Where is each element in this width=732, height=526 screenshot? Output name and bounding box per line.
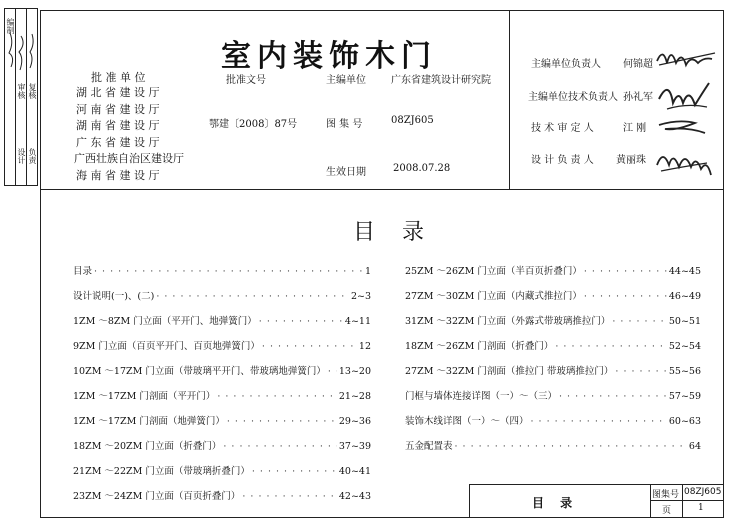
toc-entry-title: 9ZM 门立面（百页平开门、百页地弹簧门）	[73, 341, 260, 352]
toc-entry-title: 五金配置表	[405, 441, 453, 452]
toc-entry-title: 装饰木线详图（一）～（四）	[405, 416, 529, 427]
toc-entry-title: 27ZM ～32ZM 门剖面（推拉门 带玻璃推拉门）	[405, 366, 614, 377]
toc-entry-page: 40~41	[338, 466, 371, 477]
name-chief-unit: 何锦超	[623, 59, 653, 70]
toc-entry[interactable]	[405, 363, 701, 377]
atlas-label: 图 集 号	[326, 119, 363, 130]
approval-org-header: 主编单位	[326, 75, 366, 86]
toc-entry[interactable]	[73, 438, 371, 452]
toc-entry-title: 18ZM ～20ZM 门立面（折叠门）	[73, 441, 222, 452]
role-reviewer: 技 术 审 定 人	[531, 123, 594, 134]
side-label-2: 审核	[17, 83, 26, 99]
toc-entry-title: 1ZM ～8ZM 门立面（平开门、地弹簧门）	[73, 316, 257, 327]
approval-doc-header: 批准文号	[226, 75, 266, 86]
toc-entry-title: 21ZM ～22ZM 门立面（带玻璃折叠门）	[73, 466, 250, 477]
title-block	[469, 484, 723, 517]
signatures	[653, 39, 719, 189]
toc-entry-title: 23ZM ～24ZM 门立面（百页折叠门）	[73, 491, 241, 502]
toc-entry[interactable]	[405, 388, 701, 402]
date-label: 生效日期	[326, 167, 366, 178]
approval-unit: 湖 北 省 建 设 厅	[76, 86, 160, 99]
approval-unit: 河 南 省 建 设 厅	[76, 102, 160, 116]
toc-entry[interactable]	[73, 288, 371, 302]
toc-entry[interactable]	[73, 263, 371, 277]
side-label-4: 设计	[17, 148, 26, 164]
side-label-1: 编制	[6, 18, 15, 34]
toc-entry-page: 37~39	[338, 441, 371, 452]
toc-entry[interactable]	[405, 438, 701, 452]
approval-units-list	[74, 85, 184, 184]
name-reviewer: 江 刚	[623, 123, 647, 134]
effective-date: 2008.07.28	[393, 163, 451, 174]
toc-entry[interactable]	[405, 413, 701, 427]
approval-units-header: 批 准 单 位	[91, 71, 146, 84]
toc-entry-title: 25ZM ～26ZM 门立面（半百页折叠门）	[405, 266, 582, 277]
toc-entry[interactable]	[73, 338, 371, 352]
toc-entry-page: 57~59	[668, 391, 701, 402]
toc-entry-title: 设计说明(一)、(二)	[73, 291, 155, 302]
title-block-page-label: 页	[662, 506, 672, 516]
toc-entry-page: 52~54	[668, 341, 701, 352]
toc-entry[interactable]	[73, 463, 371, 477]
title-block-name: 目 录	[532, 496, 579, 510]
toc-entry[interactable]	[405, 288, 701, 302]
side-label-3: 复核	[28, 83, 37, 99]
toc-entry-page: 42~43	[338, 491, 371, 502]
toc-entry-page: 44~45	[668, 266, 701, 277]
toc-entry-page: 50~51	[668, 316, 701, 327]
approval-org: 广东省建筑设计研究院	[391, 75, 491, 86]
name-design-lead: 黄丽珠	[616, 155, 646, 166]
toc-entry-page: 13~20	[338, 366, 371, 377]
page-title: 室内装饰木门	[221, 39, 437, 74]
toc-entry[interactable]	[73, 363, 371, 377]
toc-entry-title: 18ZM ～26ZM 门剖面（折叠门）	[405, 341, 554, 352]
toc-entry-title: 1ZM ～17ZM 门剖面（平开门）	[73, 391, 216, 402]
title-block-page: 1	[698, 503, 704, 513]
atlas-number: 08ZJ605	[391, 115, 434, 126]
toc-entry[interactable]	[73, 313, 371, 327]
approval-doc-no: 鄂建〔2008〕87号	[209, 119, 298, 130]
toc-entry-page: 1	[364, 266, 371, 277]
toc-entry-page: 64	[688, 441, 701, 452]
role-chief-unit: 主编单位负责人	[531, 59, 601, 70]
toc-entry[interactable]	[405, 263, 701, 277]
toc-entry-page: 4~11	[344, 316, 371, 327]
toc-entry-title: 门框与墙体连接详图（一）～（三）	[405, 391, 558, 402]
toc-entry[interactable]	[405, 313, 701, 327]
toc-entry-title: 1ZM ～17ZM 门剖面（地弹簧门）	[73, 416, 225, 427]
side-label-5: 负责	[28, 148, 37, 164]
drawing-sheet	[40, 10, 724, 518]
toc-entry-page: 55~56	[668, 366, 701, 377]
title-block-atlas-no: 08ZJ605	[684, 487, 722, 497]
title-block-atlas-label: 图集号	[652, 490, 680, 500]
toc-entry-page: 21~28	[338, 391, 371, 402]
toc-entry[interactable]	[73, 413, 371, 427]
toc-entry-title: 10ZM ～17ZM 门立面（带玻璃平开门、带玻璃地弹簧门）	[73, 366, 326, 377]
toc-entry-page: 12	[358, 341, 371, 352]
toc-entry[interactable]	[73, 488, 371, 502]
approval-unit: 海 南 省 建 设 厅	[76, 168, 160, 182]
toc-entry-page: 2~3	[350, 291, 371, 302]
side-signatures	[5, 28, 37, 78]
role-tech-chief: 主编单位技术负责人	[528, 92, 618, 103]
toc-entry[interactable]	[405, 338, 701, 352]
toc-entry-title: 目录	[73, 266, 93, 277]
toc-entry-page: 29~36	[338, 416, 371, 427]
toc-entry-title: 31ZM ～32ZM 门立面（外露式带玻璃推拉门）	[405, 316, 611, 327]
approval-unit: 广 东 省 建 设 厅	[76, 135, 160, 149]
side-approval-strip	[4, 8, 38, 186]
name-tech-chief: 孙礼军	[623, 92, 653, 103]
toc-entry-page: 46~49	[668, 291, 701, 302]
toc-entry-title: 27ZM ～30ZM 门立面（内藏式推拉门）	[405, 291, 582, 302]
role-design-lead: 设 计 负 责 人	[531, 155, 594, 166]
approval-unit: 广西壮族自治区建设厅	[74, 152, 184, 165]
approval-unit: 湖 南 省 建 设 厅	[76, 119, 160, 132]
toc-title: 目 录	[353, 220, 434, 245]
toc-entry[interactable]	[73, 388, 371, 402]
toc-entry-page: 60~63	[668, 416, 701, 427]
